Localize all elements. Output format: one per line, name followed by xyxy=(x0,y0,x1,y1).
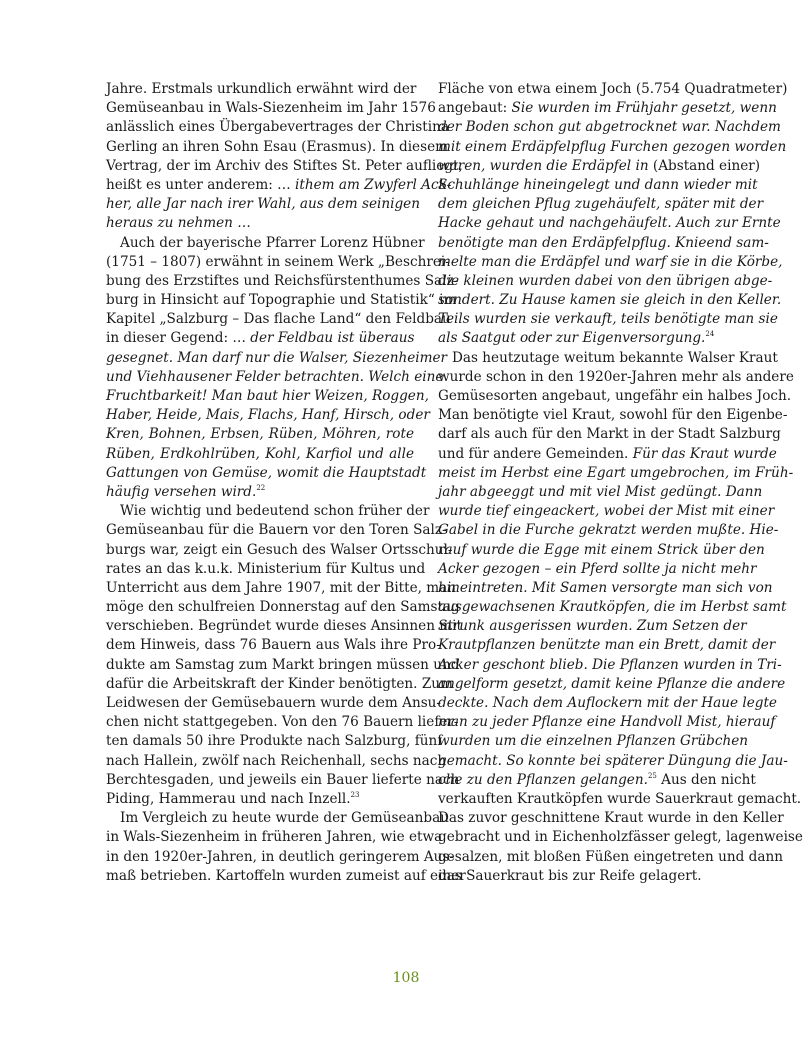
text-line: gebracht und in Eichenholzfässer gelegt, lagenweise xyxy=(438,829,803,846)
text-line: che zu den Pflanzen gelangen.$^{25}$ Aus den nicht xyxy=(438,771,756,788)
text-line: dem Hinweis, dass 76 Bauern aus Wals ihre Pro- xyxy=(106,637,441,654)
text-line: rauf wurde die Egge mit einem Strick über den xyxy=(438,541,765,558)
text-line: Schuhlänge hineingelegt und dann wieder mit xyxy=(438,176,758,193)
text-line: Piding, Hammerau und nach Inzell.$^{23}$ xyxy=(106,790,360,807)
text-line: deckte. Nach dem Auflockern mit der Haue legte xyxy=(438,695,777,711)
text-line: und Viehhausener Felder betrachten. Welch eine xyxy=(106,368,444,385)
text-line: jahr abgeeggt und mit viel Mist gedüngt. Dann xyxy=(438,483,763,500)
text-line: Kapitel „Salzburg – Das flache Land“ den Feldbau xyxy=(106,311,451,328)
text-line: Hacke gehaut und nachgehäufelt. Auch zur Ernte xyxy=(438,215,781,232)
text-line: Strunk ausgerissen wurden. Zum Setzen der xyxy=(438,618,747,635)
text-line: Vertrag, der im Archiv des Stiftes St. Peter aufliegt, xyxy=(106,157,463,174)
text-line: Berchtesgaden, und jeweils ein Bauer lieferte nach xyxy=(106,771,460,788)
text-line: Haber, Heide, Mais, Flachs, Hanf, Hirsch, oder xyxy=(106,407,430,424)
text-line: Acker geschont blieb. Die Pflanzen wurden in Tri- xyxy=(438,656,782,673)
text-line: Gerling an ihren Sohn Esau (Erasmus). In diesem xyxy=(106,138,449,155)
text-line: Leidwesen der Gemüsebauern wurde dem Ansu- xyxy=(106,695,442,711)
text-line: in dieser Gegend: … der Feldbau ist überaus xyxy=(106,330,415,347)
text-line: mit einem Erdäpfelpflug Furchen gezogen worden xyxy=(438,138,787,155)
text-line: und für andere Gemeinden. Für das Kraut wurde xyxy=(438,445,777,462)
text-line: dukte am Samstag zum Markt bringen müssen und xyxy=(106,656,460,673)
text-line: darf als auch für den Markt in der Stadt Salzburg xyxy=(438,426,781,443)
text-line: meist im Herbst eine Egart umgebrochen, im Früh- xyxy=(438,464,794,481)
text-line: bung des Erzstiftes und Reichsfürstenthumes Salz- xyxy=(106,272,459,289)
text-line: in den 1920er-Jahren, in deutlich geringerem Aus- xyxy=(106,848,454,865)
text-line: benötigte man den Erdäpfelpflug. Knieend sam- xyxy=(438,234,769,251)
text-line: Gemüsesorten angebaut, ungefähr ein halbes Joch. xyxy=(438,388,792,404)
text-line: nach Hallein, zwölf nach Reichenhall, sechs nach xyxy=(106,752,447,769)
text-line: der Boden schon gut abgetrocknet war. Nachdem xyxy=(438,119,781,136)
text-line: Rüben, Erdkohlrüben, Kohl, Karfiol und alle xyxy=(106,445,414,462)
text-line: häufig versehen wird.$^{22}$ xyxy=(106,483,266,500)
text-line: ten damals 50 ihre Produkte nach Salzburg, fünf xyxy=(106,733,443,750)
text-line: Gattungen von Gemüse, womit die Hauptstadt xyxy=(106,464,427,481)
text-line: möge den schulfreien Donnerstag auf den Samstag xyxy=(106,599,460,616)
text-line: Gabel in die Furche gekratzt werden mußte. Hie- xyxy=(438,522,779,539)
text-line: Fläche von etwa einem Joch (5.754 Quadratmeter) xyxy=(438,81,788,97)
text-line: wurde tief eingeackert, wobei der Mist mit einer xyxy=(438,503,775,520)
text-line: gemacht. So konnte bei späterer Düngung die Jau- xyxy=(438,752,788,769)
text-line: die kleinen wurden dabei von den übrigen abge- xyxy=(438,272,773,289)
text-line: in Wals-Siezenheim in früheren Jahren, wie etwa xyxy=(106,829,443,846)
text-line: Man benötigte viel Kraut, sowohl für den Eigenbe- xyxy=(438,407,788,424)
text-line: Das zuvor geschnittene Kraut wurde in den Keller xyxy=(438,810,784,827)
text-line: waren, wurden die Erdäpfel in (Abstand einer) xyxy=(438,157,761,174)
text-line: gesalzen, mit bloßen Füßen eingetreten und dann xyxy=(438,848,783,865)
text-line: heißt es unter anderem: … ithem am Zwyferl Ack- xyxy=(106,176,452,193)
text-line: Kren, Bohnen, Erbsen, Rüben, Möhren, rote xyxy=(106,426,414,443)
text-line: gesegnet. Man darf nur die Walser, Siezenheimer xyxy=(106,349,448,366)
text-line: anlässlich eines Übergabevertrages der Christina xyxy=(106,119,449,136)
text-line: (1751 – 1807) erwähnt in seinem Werk „Beschrei- xyxy=(106,253,450,270)
text-line: dafür die Arbeitskraft der Kinder benötigten. Zum xyxy=(106,675,453,692)
text-line: als Saatgut oder zur Eigenversorgung.$^{24}$ xyxy=(438,330,715,347)
text-line: hineintreten. Mit Samen versorgte man sich von xyxy=(438,579,773,596)
text-line: Gemüseanbau für die Bauern vor den Toren Salz- xyxy=(106,522,447,539)
text-line: Fruchtbarkeit! Man baut hier Weizen, Roggen, xyxy=(106,388,429,404)
text-line: Teils wurden sie verkauft, teils benötigte man sie xyxy=(438,311,778,328)
text-line: angelform gesetzt, damit keine Pflanze die andere xyxy=(438,675,786,692)
text-line: melte man die Erdäpfel und warf sie in die Körbe, xyxy=(438,253,783,270)
text-line: Auch der bayerische Pfarrer Lorenz Hübner xyxy=(120,234,425,251)
text-line: rates an das k.u.k. Ministerium für Kultus und xyxy=(106,560,426,577)
text-line: maß betrieben. Kartoffeln wurden zumeist auf einer xyxy=(106,867,466,884)
text-line: Im Vergleich zu heute wurde der Gemüseanbau xyxy=(120,810,449,827)
text-line: sondert. Zu Hause kamen sie gleich in den Keller. xyxy=(438,292,782,309)
text-line: verschieben. Begründet wurde dieses Ansinnen mit xyxy=(106,618,462,635)
text-line: Wie wichtig und bedeutend schon früher der xyxy=(120,503,430,520)
text-line: Jahre. Erstmals urkundlich erwähnt wird der xyxy=(106,81,417,97)
text-line: wurde schon in den 1920er-Jahren mehr als andere xyxy=(438,368,794,385)
text-line: Krautpflanzen benützte man ein Brett, damit der xyxy=(438,637,776,654)
text-line: Das heutzutage weitum bekannte Walser Kraut xyxy=(452,349,778,366)
text-line: angebaut: Sie wurden im Frühjahr gesetzt, wenn xyxy=(438,100,777,117)
text-line: burgs war, zeigt ein Gesuch des Walser Ortsschul- xyxy=(106,541,453,558)
text-line: chen nicht stattgegeben. Von den 76 Bauern liefer- xyxy=(106,714,459,731)
text-line: burg in Hinsicht auf Topographie und Statistik“ im xyxy=(106,292,457,309)
text-line: Unterricht aus dem Jahre 1907, mit der Bitte, man xyxy=(106,579,457,596)
text-line: Acker gezogen – ein Pferd sollte ja nicht mehr xyxy=(438,560,757,577)
text-line: heraus zu nehmen … xyxy=(106,215,251,232)
text-line: man zu jeder Pflanze eine Handvoll Mist, hierauf xyxy=(438,714,776,731)
text-line: her, alle Jar nach irer Wahl, aus dem seinigen xyxy=(106,196,420,213)
text-line: dem gleichen Pflug zugehäufelt, später mit der xyxy=(438,196,764,213)
text-line: ausgewachsenen Krautköpfen, die im Herbst samt xyxy=(438,599,787,616)
right-text-column xyxy=(438,80,803,886)
left-text-column xyxy=(106,80,466,886)
text-line: Gemüseanbau in Wals-Siezenheim im Jahr 1576 xyxy=(106,100,436,117)
text-line: wurden um die einzelnen Pflanzen Grübchen xyxy=(438,733,749,750)
text-line: verkauften Krautköpfen wurde Sauerkraut gemacht. xyxy=(438,790,802,807)
page-number: 108 xyxy=(392,970,420,986)
text-line: das Sauerkraut bis zur Reife gelagert. xyxy=(438,867,702,884)
